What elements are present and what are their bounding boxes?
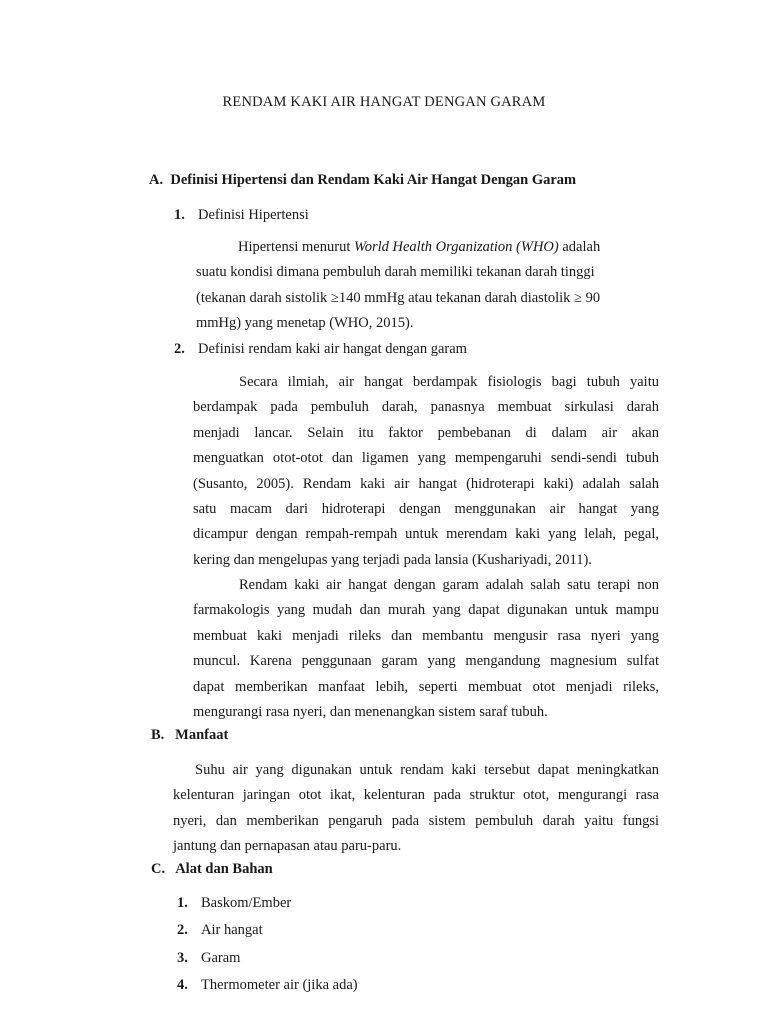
paragraph-line: (tekanan darah sistolik ≥140 mmHg atau tekanan darah diastolik ≥ 90 [196,289,601,306]
item-1-label: Definisi Hipertensi [198,207,309,223]
paragraph-line: nyeri, dan memberikan pengaruh pada sistem pembuluh darah yaitu fungsi [173,812,659,829]
paragraph-line: menjadi lancar. Selain itu faktor pembebanan di dalam air akan [193,424,659,441]
hipertensi-paragraph [196,235,632,337]
item-2-number: 2. [174,341,185,357]
item-2-heading [174,341,467,358]
section-a-title: Definisi Hipertensi dan Rendam Kaki Air Hangat Dengan Garam [170,172,577,188]
paragraph-line: muncul. Karena penggunaan garam yang mengandung magnesium sulfat [193,653,659,670]
paragraph-line: satu macam dari hidroterapi dengan menggunakan air hangat yang [193,500,659,517]
list-item-label: Garam [201,950,241,966]
paragraph-line: Suhu air yang digunakan untuk rendam kaki tersebut dapat meningkatkan [195,762,659,778]
paragraph-line: kering dan mengelupas yang terjadi pada lansia (Kushariyadi, 2011). [193,551,592,568]
manfaat-paragraph [173,758,659,860]
list-item-label: Thermometer air (jika ada) [201,977,358,993]
section-c-marker: C. [151,861,166,877]
paragraph-line: menguatkan otot-otot dan ligamen yang mempengaruhi sendi-sendi tubuh [193,450,659,467]
paragraph-line: mengurangi rasa nyeri, dan menenangkan sistem saraf tubuh. [193,703,548,720]
document-title: RENDAM KAKI AIR HANGAT DENGAN GARAM [222,94,546,110]
paragraph-line: membuat kaki menjadi rileks dan membantu mengusir rasa nyeri yang [193,627,659,644]
rendam-paragraph-1 [193,370,659,573]
section-b-title: Manfaat [175,727,229,743]
paragraph-line: jantung dan pernapasan atau paru-paru. [173,838,402,855]
list-item-label: Air hangat [201,922,263,938]
section-c-heading [151,861,273,878]
list-item-label: Baskom/Ember [201,895,292,911]
item-1-heading [174,207,309,224]
section-a-marker: A. [149,172,164,188]
item-1-number: 1. [174,207,185,223]
paragraph-line: Hipertensi menurut World Health Organization (WHO) adalah [238,239,601,255]
list-item-number: 1. [177,895,188,911]
list-item [177,922,263,939]
paragraph-line: farmakologis yang mudah dan murah yang dapat digunakan untuk mampu [193,602,659,619]
list-item-number: 2. [177,922,188,938]
paragraph-line: (Susanto, 2005). Rendam kaki air hangat (hidroterapi kaki) adalah salah [193,475,659,492]
paragraph-line: mmHg) yang menetap (WHO, 2015). [196,315,414,332]
list-item [177,950,240,967]
item-2-label: Definisi rendam kaki air hangat dengan garam [198,341,467,357]
list-item-number: 4. [177,977,188,993]
list-item [177,977,358,994]
section-b-marker: B. [151,727,165,743]
paragraph-line: Rendam kaki air hangat dengan garam adalah salah satu terapi non [239,577,659,593]
paragraph-line: Secara ilmiah, air hangat berdampak fisiologis bagi tubuh yaitu [239,374,659,390]
paragraph-line: suatu kondisi dimana pembuluh darah memiliki tekanan darah tinggi [196,264,595,281]
section-b-heading [151,727,228,744]
list-item [177,895,291,912]
list-item-number: 3. [177,950,188,966]
section-c-title: Alat dan Bahan [175,861,273,877]
section-a-heading [149,172,576,189]
paragraph-line: dicampur dengan rempah-rempah untuk merendam kaki yang lelah, pegal, [193,526,659,543]
rendam-paragraph-2 [193,573,659,725]
paragraph-line: kelenturan jaringan otot ikat, kelenturan pada struktur otot, mengurangi rasa [173,787,659,804]
paragraph-line: berdampak pada pembuluh darah, panasnya membuat sirkulasi darah [193,399,659,416]
paragraph-line: dapat memberikan manfaat lebih, seperti membuat otot menjadi rileks, [193,678,659,695]
